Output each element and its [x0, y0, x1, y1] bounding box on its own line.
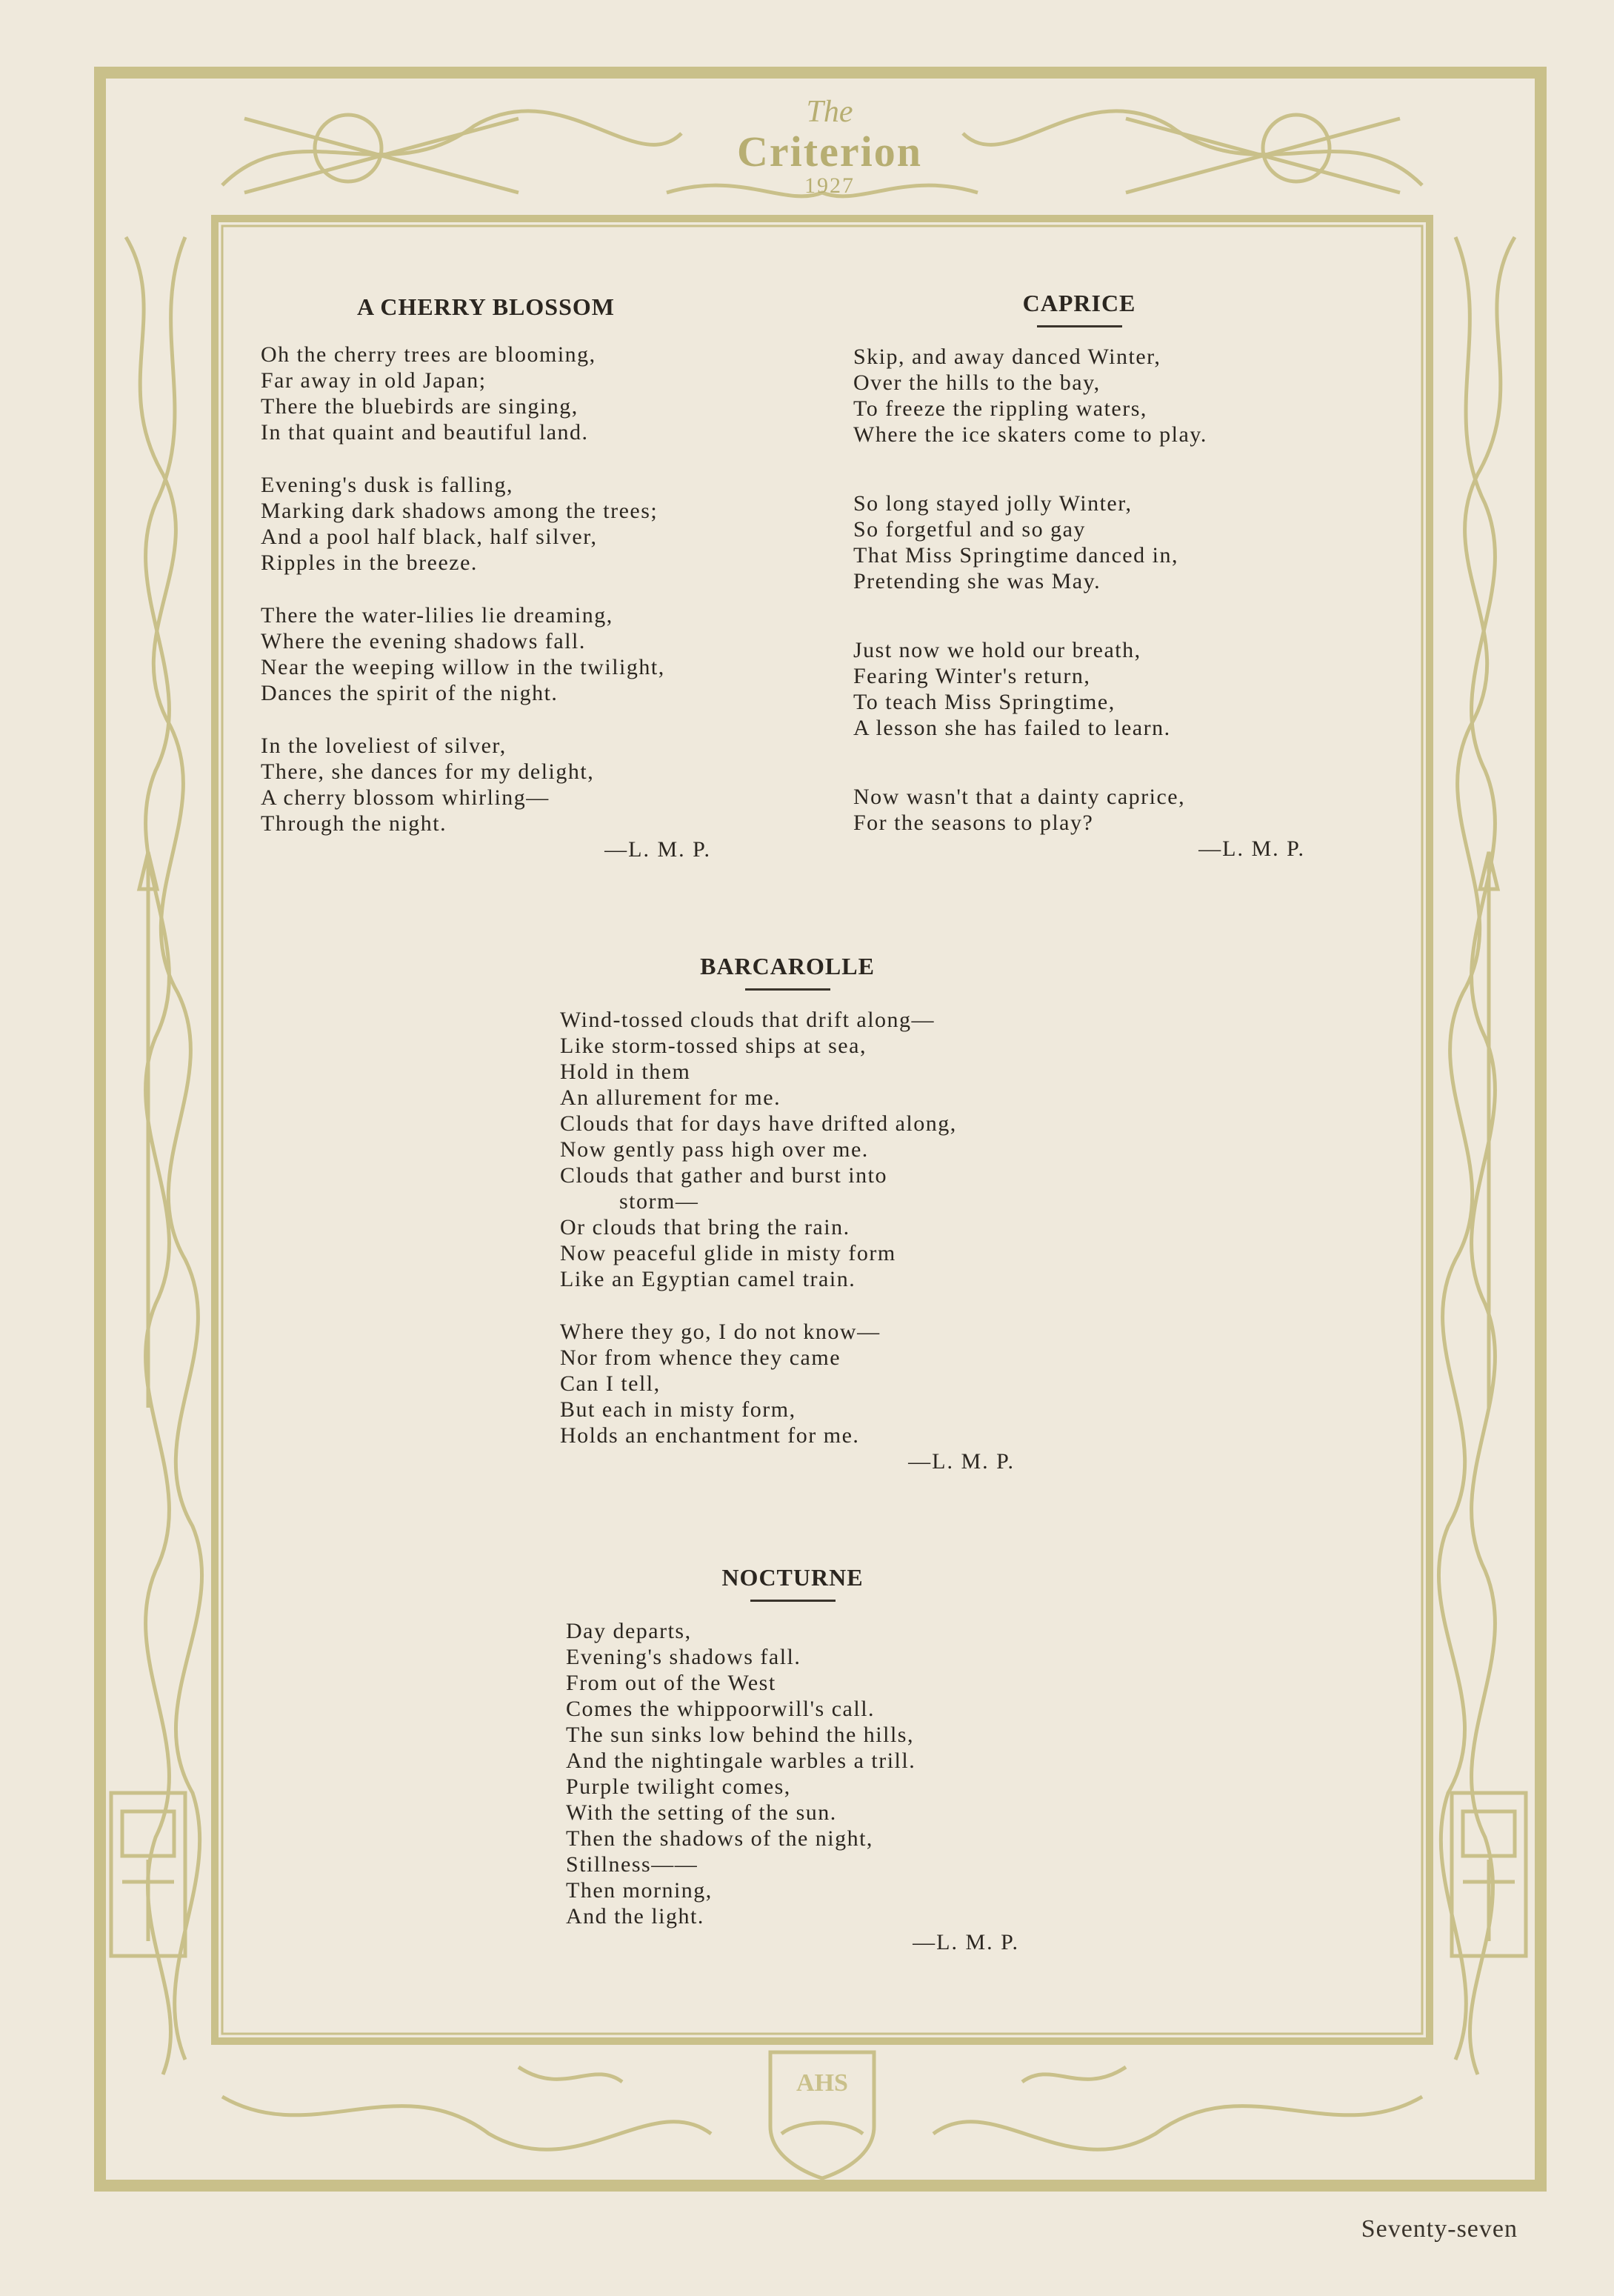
poem-line: An allurement for me. [560, 1085, 781, 1110]
poem-line: In that quaint and beautiful land. [261, 420, 589, 445]
poem-line: Through the night. [261, 811, 447, 836]
right-column-ornament [1438, 237, 1526, 2074]
poem-line: Just now we hold our breath, [853, 638, 1141, 662]
poem-line: Marking dark shadows among the trees; [261, 499, 658, 523]
poem-line: Then the shadows of the night, [566, 1826, 873, 1851]
poem-line: But each in misty form, [560, 1397, 796, 1422]
poem-line: For the seasons to play? [853, 811, 1094, 835]
poem-line: Evening's dusk is falling, [261, 473, 514, 497]
masthead-the: The [806, 95, 853, 129]
poem-line: From out of the West [566, 1671, 776, 1695]
poem-line: Stillness—— [566, 1852, 698, 1877]
poem-line: And the light. [566, 1904, 704, 1929]
poem-line: There, she dances for my delight, [261, 759, 595, 784]
emblem-letters: AHS [796, 2069, 848, 2097]
poem-line: Fearing Winter's return, [853, 664, 1091, 688]
poem-title: NOCTURNE [721, 1564, 864, 1591]
poem-line: And a pool half black, half silver, [261, 525, 598, 549]
poem-line: Day departs, [566, 1619, 692, 1643]
left-column-ornament [111, 237, 202, 2074]
stanza [261, 602, 711, 706]
title-underline [1037, 325, 1122, 327]
poem-line: storm— [619, 1189, 699, 1214]
stanza [566, 1618, 1019, 1929]
poem-line: Where they go, I do not know— [560, 1320, 881, 1344]
poem-line: Then morning, [566, 1878, 713, 1903]
poem-line: Like storm-tossed ships at sea, [560, 1034, 867, 1058]
poem-line: Or clouds that bring the rain. [560, 1215, 850, 1239]
poem-line: Can I tell, [560, 1371, 661, 1396]
poem-line: So long stayed jolly Winter, [853, 491, 1133, 516]
poem-line: That Miss Springtime danced in, [853, 543, 1178, 568]
signature: —L. M. P. [913, 1930, 1019, 1954]
poem-line: Hold in them [560, 1059, 691, 1084]
poem-line: Evening's shadows fall. [566, 1645, 801, 1669]
stanza [853, 344, 1305, 447]
poem-line: Like an Egyptian camel train. [560, 1267, 856, 1291]
poem-barcarolle [560, 954, 1015, 1474]
poem-line: Now gently pass high over me. [560, 1137, 869, 1162]
poem-line: To teach Miss Springtime, [853, 690, 1116, 714]
poem-line: Where the evening shadows fall. [261, 629, 586, 653]
poem-cherry-blossom [261, 295, 711, 862]
poem-title: CAPRICE [1022, 290, 1136, 316]
poem-title: A CHERRY BLOSSOM [357, 293, 615, 320]
poem-line: Dances the spirit of the night. [261, 681, 558, 705]
poem-line: Skip, and away danced Winter, [853, 345, 1161, 369]
poem-line: So forgetful and so gay [853, 517, 1086, 542]
stanza [261, 342, 711, 445]
poem-line: Comes the whippoorwill's call. [566, 1697, 876, 1721]
poem-line: There the bluebirds are singing, [261, 394, 578, 419]
poem-nocturne [566, 1565, 1019, 1955]
poem-line: Now peaceful glide in misty form [560, 1241, 896, 1265]
title-underline [745, 988, 830, 991]
poem-line: Where the ice skaters come to play. [853, 422, 1207, 447]
poem-line: Oh the cherry trees are blooming, [261, 342, 596, 367]
poem-line: Purple twilight comes, [566, 1774, 791, 1799]
stanza [853, 784, 1305, 836]
poem-caprice [853, 291, 1305, 862]
poem-line: Ripples in the breeze. [261, 550, 478, 575]
page-number: Seventy-seven [1361, 2215, 1518, 2243]
poem-line: A cherry blossom whirling— [261, 785, 550, 810]
poem-title: BARCAROLLE [700, 953, 875, 979]
stanza [853, 490, 1305, 594]
masthead [696, 96, 963, 197]
poem-line: Wind-tossed clouds that drift along— [560, 1008, 936, 1032]
poem-line: And the nightingale warbles a trill. [566, 1748, 916, 1773]
poem-line: The sun sinks low behind the hills, [566, 1723, 914, 1747]
poem-line: Holds an enchantment for me. [560, 1423, 860, 1448]
poem-line: To freeze the rippling waters, [853, 396, 1147, 421]
poem-line: A lesson she has failed to learn. [853, 716, 1171, 740]
signature: —L. M. P. [604, 837, 711, 862]
poem-line: Far away in old Japan; [261, 368, 487, 393]
poem-line: Clouds that for days have drifted along, [560, 1111, 957, 1136]
poem-line: In the loveliest of silver, [261, 733, 507, 758]
poem-line: There the water-lilies lie dreaming, [261, 603, 613, 628]
masthead-year: 1927 [804, 173, 855, 198]
poem-line: Over the hills to the bay, [853, 370, 1101, 395]
signature: —L. M. P. [908, 1449, 1015, 1474]
poem-line: With the setting of the sun. [566, 1800, 837, 1825]
stanza [261, 472, 711, 576]
stanza [560, 1319, 1015, 1448]
poem-line: Nor from whence they came [560, 1345, 841, 1370]
stanza [261, 733, 711, 836]
masthead-title: Criterion [737, 127, 922, 176]
stanza [560, 1007, 1015, 1292]
poem-line: Clouds that gather and burst into [560, 1163, 887, 1188]
poem-line: Near the weeping willow in the twilight, [261, 655, 665, 679]
signature: —L. M. P. [1198, 836, 1305, 861]
title-underline [750, 1600, 836, 1602]
poem-line: Now wasn't that a dainty caprice, [853, 785, 1186, 809]
stanza [853, 637, 1305, 741]
poem-line: Pretending she was May. [853, 569, 1101, 593]
